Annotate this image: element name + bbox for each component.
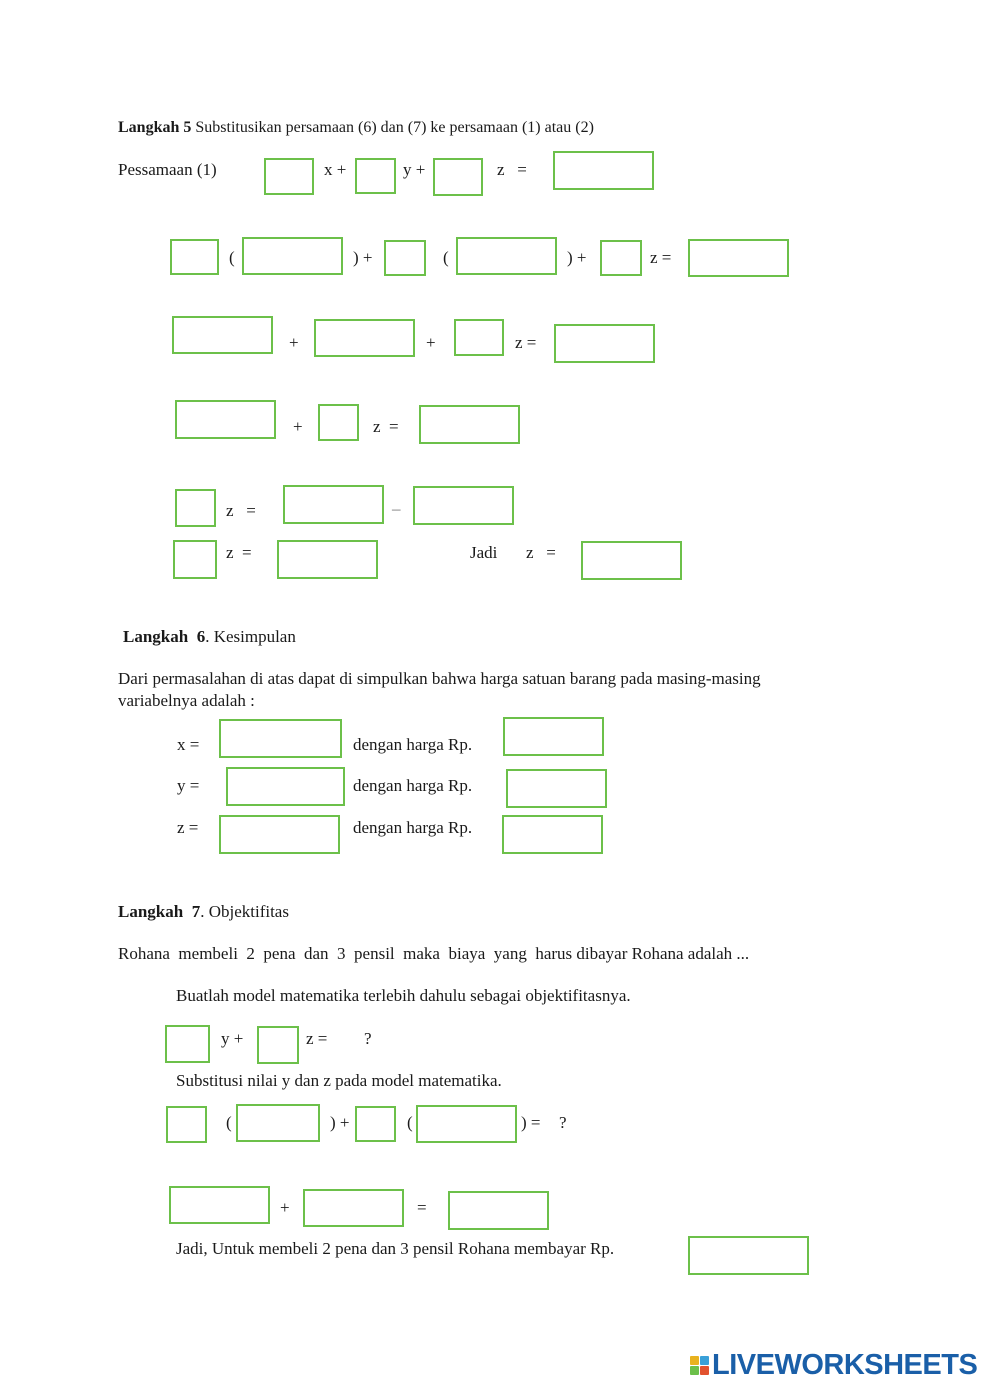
- equals-sign: =: [417, 1198, 427, 1217]
- answer-box-r1-a[interactable]: [264, 158, 314, 195]
- answer-box-sum-b[interactable]: [303, 1189, 404, 1227]
- z-equals-label: z =: [497, 160, 527, 179]
- answer-box-sum-a[interactable]: [169, 1186, 270, 1224]
- z-equals-label: z =: [373, 417, 399, 436]
- plus-sign: +: [293, 417, 303, 436]
- answer-box-model-a[interactable]: [165, 1025, 210, 1063]
- answer-box-x-value[interactable]: [219, 719, 342, 758]
- answer-box-sum-c[interactable]: [448, 1191, 549, 1230]
- langkah6-heading: [123, 628, 296, 645]
- answer-box-subst-d[interactable]: [416, 1105, 517, 1143]
- langkah7-heading-bold: Langkah 7: [118, 902, 201, 921]
- answer-box-r2-f[interactable]: [688, 239, 789, 277]
- plus-sign: +: [289, 333, 299, 352]
- logo-square: [700, 1366, 709, 1375]
- answer-box-r2-e[interactable]: [600, 240, 642, 276]
- liveworksheets-logo: [690, 1350, 977, 1380]
- logo-square: [690, 1366, 699, 1375]
- answer-box-subst-c[interactable]: [355, 1106, 396, 1142]
- answer-box-r3-b[interactable]: [314, 319, 415, 357]
- answer-box-r3-d[interactable]: [554, 324, 655, 363]
- close-paren-equals: ) =: [521, 1113, 541, 1132]
- y-plus-label: y +: [221, 1029, 244, 1048]
- answer-box-r5-c[interactable]: [413, 486, 514, 525]
- y-plus-label: y +: [403, 160, 426, 179]
- question-text: Rohana membeli 2 pena dan 3 pensil maka biaya yang harus dibayar Rohana adalah ...: [118, 944, 750, 963]
- close-paren-plus: ) +: [353, 248, 373, 267]
- answer-box-r1-b[interactable]: [355, 158, 396, 194]
- price-label: dengan harga Rp.: [353, 735, 473, 754]
- answer-box-subst-a[interactable]: [166, 1106, 207, 1143]
- logo-square: [690, 1356, 699, 1365]
- answer-box-r4-a[interactable]: [175, 400, 276, 439]
- equation-label: Pessamaan (1): [118, 160, 217, 179]
- langkah5-heading-text: Substitusikan persamaan (6) dan (7) ke persamaan (1) atau (2): [191, 119, 594, 136]
- answer-box-y-price[interactable]: [506, 769, 607, 808]
- answer-box-r5-b[interactable]: [283, 485, 384, 524]
- open-paren: (: [407, 1113, 413, 1132]
- plus-sign: +: [280, 1198, 290, 1217]
- logo-square: [700, 1356, 709, 1365]
- liveworksheets-logo-icon: [690, 1356, 709, 1375]
- answer-box-r3-c[interactable]: [454, 319, 504, 356]
- substitusi-text: Substitusi nilai y dan z pada model matematika.: [176, 1071, 502, 1090]
- answer-box-r6-b[interactable]: [277, 540, 378, 579]
- var-z-label: z =: [177, 818, 199, 837]
- open-paren: (: [229, 248, 235, 267]
- x-plus-label: x +: [324, 160, 347, 179]
- minus-sign: –: [392, 499, 401, 518]
- answer-box-x-price[interactable]: [503, 717, 604, 756]
- answer-box-r4-c[interactable]: [419, 405, 520, 444]
- answer-box-subst-b[interactable]: [236, 1104, 320, 1142]
- answer-box-r3-a[interactable]: [172, 316, 273, 354]
- answer-box-r2-a[interactable]: [170, 239, 219, 275]
- langkah6-heading-bold: Langkah 6: [123, 627, 206, 646]
- kesimpulan-paragraph-line1: Dari permasalahan di atas dapat di simpulkan bahwa harga satuan barang pada masing-masing: [118, 669, 761, 688]
- price-label: dengan harga Rp.: [353, 776, 473, 795]
- price-label: dengan harga Rp.: [353, 818, 473, 837]
- answer-box-r4-b[interactable]: [318, 404, 359, 441]
- answer-box-r5-a[interactable]: [175, 489, 216, 527]
- answer-box-z-price[interactable]: [502, 815, 603, 854]
- liveworksheets-logo-text: LIVEWORKSHEETS: [712, 1348, 978, 1381]
- answer-box-z-value[interactable]: [219, 815, 340, 854]
- answer-box-model-b[interactable]: [257, 1026, 299, 1064]
- answer-box-r1-c[interactable]: [433, 158, 483, 196]
- jadi-label: Jadi: [470, 543, 498, 562]
- open-paren: (: [226, 1113, 232, 1132]
- z-equals-label: z =: [526, 543, 556, 562]
- answer-box-total-price[interactable]: [688, 1236, 809, 1275]
- langkah7-heading: [118, 903, 289, 920]
- answer-box-z-final[interactable]: [581, 541, 682, 580]
- answer-box-y-value[interactable]: [226, 767, 345, 806]
- answer-box-r2-b[interactable]: [242, 237, 343, 275]
- instruction-text: Buatlah model matematika terlebih dahulu sebagai objektifitasnya.: [176, 986, 631, 1005]
- answer-box-r1-d[interactable]: [553, 151, 654, 190]
- z-equals-label: z =: [226, 543, 252, 562]
- z-equals-label: z =: [226, 501, 256, 520]
- z-equals-label: z =: [515, 333, 537, 352]
- langkah6-heading-text: . Kesimpulan: [205, 627, 296, 646]
- answer-box-r6-a[interactable]: [173, 540, 217, 579]
- var-x-label: x =: [177, 735, 200, 754]
- close-paren-plus: ) +: [330, 1113, 350, 1132]
- plus-sign: +: [426, 333, 436, 352]
- z-equals-label: z =: [306, 1029, 328, 1048]
- answer-box-r2-d[interactable]: [456, 237, 557, 275]
- question-mark: ?: [559, 1113, 567, 1132]
- langkah5-heading-bold: Langkah 5: [118, 119, 192, 136]
- var-y-label: y =: [177, 776, 200, 795]
- open-paren: (: [443, 248, 449, 267]
- langkah7-heading-text: . Objektifitas: [200, 902, 289, 921]
- z-equals-label: z =: [650, 248, 672, 267]
- question-mark: ?: [364, 1029, 372, 1048]
- close-paren-plus: ) +: [567, 248, 587, 267]
- conclusion-text: Jadi, Untuk membeli 2 pena dan 3 pensil Rohana membayar Rp.: [176, 1239, 615, 1258]
- answer-box-r2-c[interactable]: [384, 240, 426, 276]
- kesimpulan-paragraph-line2: variabelnya adalah :: [118, 691, 255, 710]
- langkah5-heading: [118, 120, 594, 136]
